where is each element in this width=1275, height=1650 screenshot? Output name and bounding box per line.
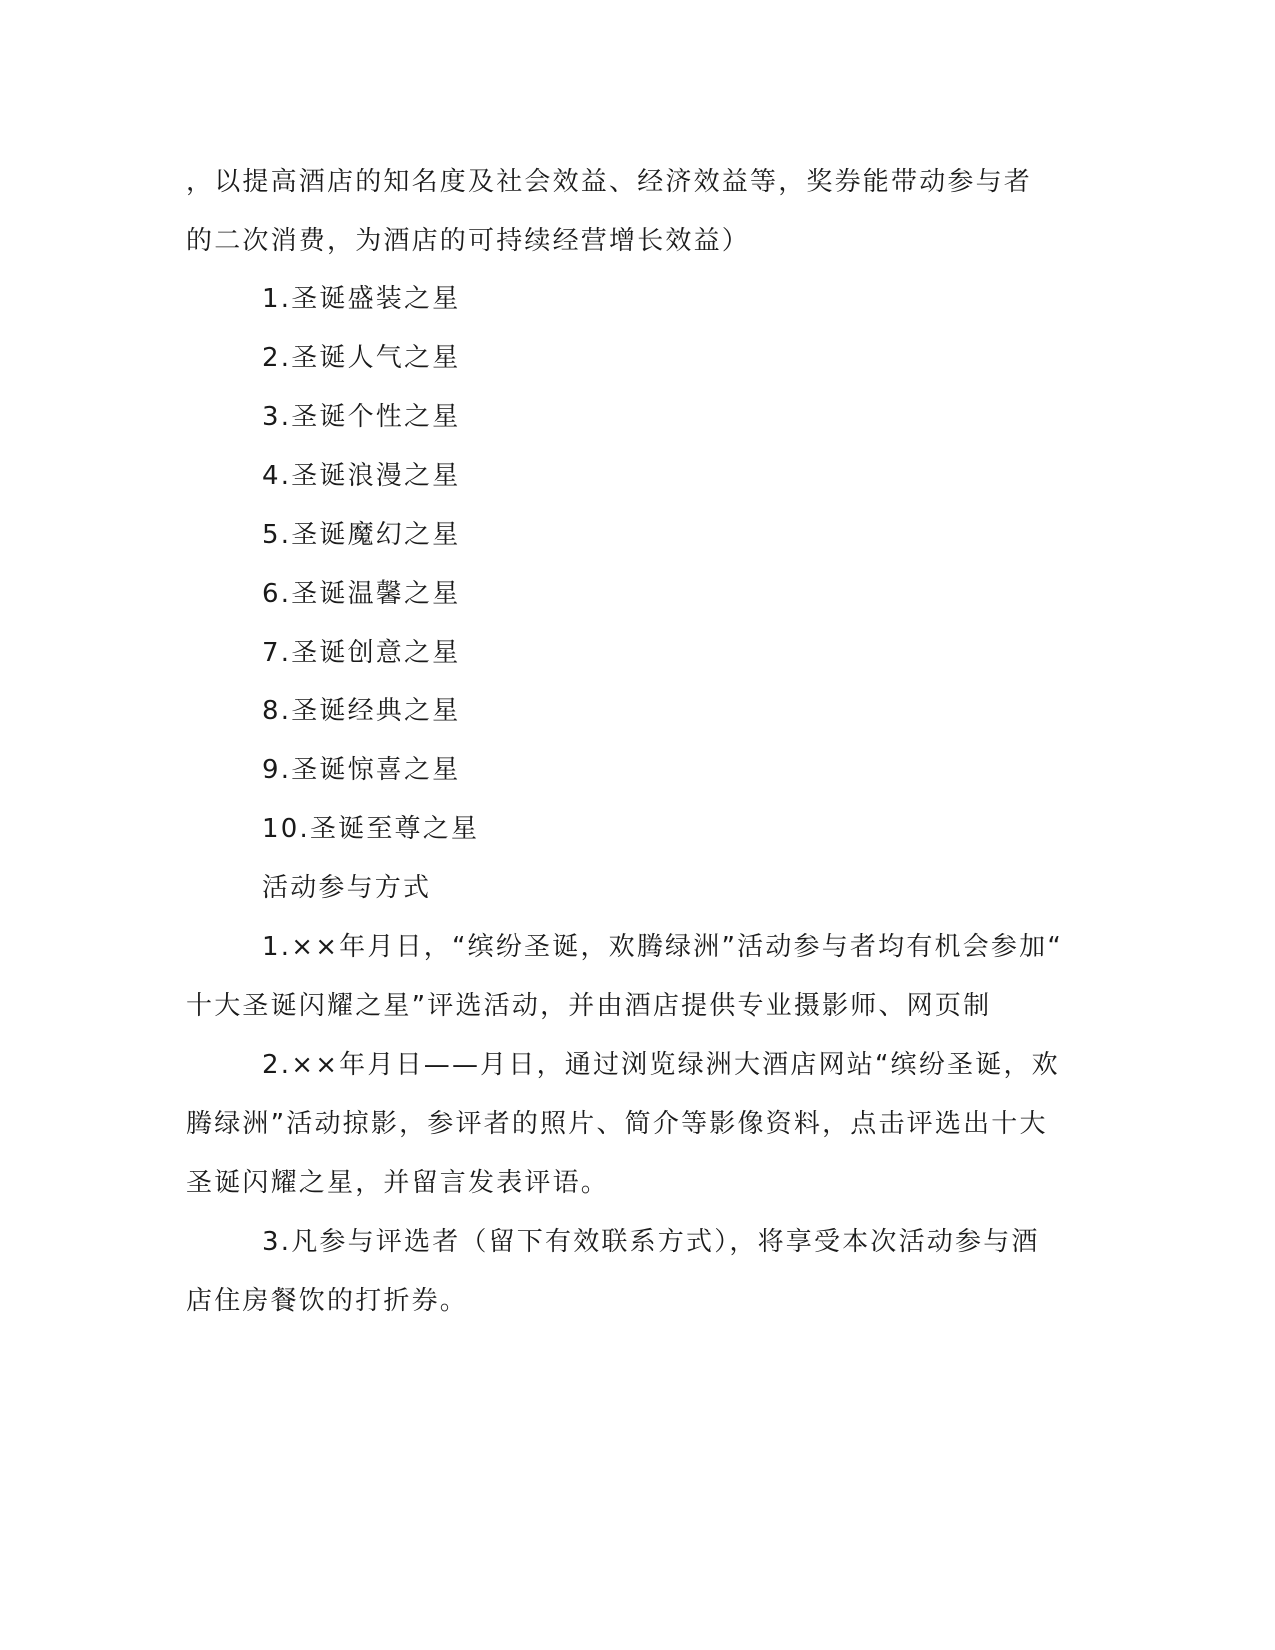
award-item-6: 6.圣诞温馨之星 — [262, 579, 461, 609]
step-1-line-2: 十大圣诞闪耀之星”评选活动，并由酒店提供专业摄影师、网页制 — [186, 991, 992, 1021]
intro-line-1: ，以提高酒店的知名度及社会效益、经济效益等，奖券能带动参与者 — [186, 167, 1033, 197]
award-item-1: 1.圣诞盛装之星 — [262, 284, 461, 314]
award-item-5: 5.圣诞魔幻之星 — [262, 520, 461, 550]
step-2-line-3: 圣诞闪耀之星，并留言发表评语。 — [186, 1168, 610, 1198]
award-item-3: 3.圣诞个性之星 — [262, 402, 461, 432]
section-heading: 活动参与方式 — [262, 873, 432, 903]
award-item-10: 10.圣诞至尊之星 — [262, 814, 480, 844]
award-item-9: 9.圣诞惊喜之星 — [262, 755, 461, 785]
step-3-line-2: 店住房餐饮的打折券。 — [186, 1286, 469, 1316]
award-item-7: 7.圣诞创意之星 — [262, 638, 461, 668]
step-1-line-1: 1.××年月日，“缤纷圣诞，欢腾绿洲”活动参与者均有机会参加“ — [262, 932, 1063, 962]
award-item-8: 8.圣诞经典之星 — [262, 696, 461, 726]
award-item-4: 4.圣诞浪漫之星 — [262, 461, 461, 491]
intro-line-2: 的二次消费，为酒店的可持续经营增长效益） — [186, 226, 751, 256]
award-item-2: 2.圣诞人气之星 — [262, 343, 461, 373]
step-2-line-1: 2.××年月日——月日，通过浏览绿洲大酒店网站“缤纷圣诞，欢 — [262, 1050, 1060, 1080]
step-2-line-2: 腾绿洲”活动掠影，参评者的照片、简介等影像资料，点击评选出十大 — [186, 1109, 1048, 1139]
step-3-line-1: 3.凡参与评选者（留下有效联系方式），将享受本次活动参与酒 — [262, 1227, 1040, 1257]
